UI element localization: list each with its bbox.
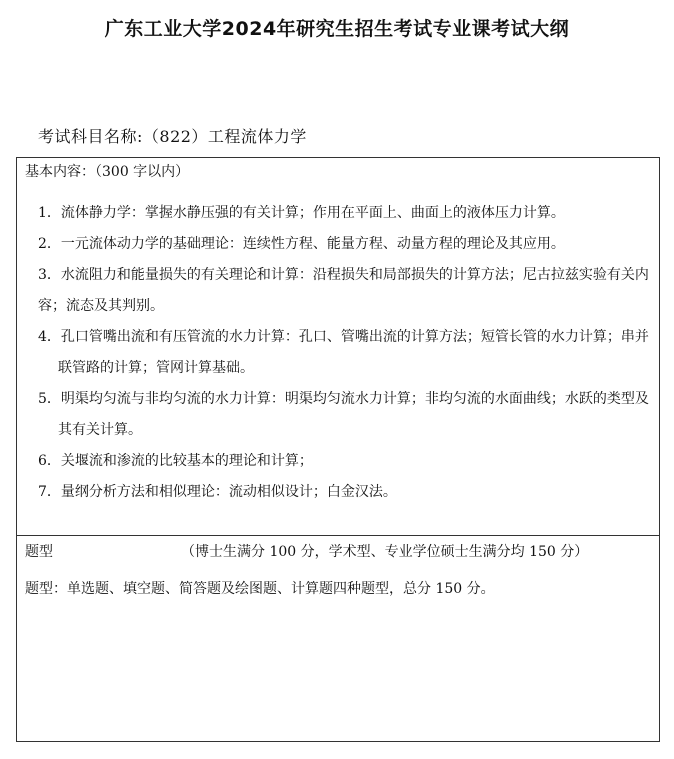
full-score-note: （博士生满分 100 分，学术型、专业学位硕士生满分均 150 分） bbox=[181, 544, 589, 560]
syllabus-item: 3．水流阻力和能量损失的有关理论和计算：沿程损失和局部损失的计算方法；尼古拉兹实验有关内容；流态及其判别。 bbox=[38, 267, 649, 314]
exam-subject-name: 考试科目名称:（822）工程流体力学 bbox=[38, 127, 307, 146]
syllabus-item: 1．流体静力学：掌握水静压强的有关计算；作用在平面上、曲面上的液体压力计算。 bbox=[38, 205, 565, 221]
exam-type-description: 题型：单选题、填空题、简答题及绘图题、计算题四种题型，总分 150 分。 bbox=[25, 581, 495, 597]
page-title: 广东工业大学2024年研究生招生考试专业课考试大纲 bbox=[104, 18, 570, 40]
basic-content-heading: 基本内容：（300 字以内） bbox=[25, 164, 190, 180]
syllabus-table bbox=[16, 157, 660, 742]
exam-type-header bbox=[25, 541, 645, 561]
exam-type-label: 题型 bbox=[25, 544, 53, 560]
syllabus-item: 4．孔口管嘴出流和有压管流的水力计算：孔口、管嘴出流的计算方法；短管长管的水力计算；串并联管路的计算；管网计算基础。 bbox=[38, 329, 649, 376]
syllabus-item: 7．量纲分析方法和相似理论：流动相似设计；白金汉法。 bbox=[38, 484, 397, 500]
section-divider bbox=[17, 535, 659, 536]
syllabus-list bbox=[38, 198, 656, 508]
syllabus-item: 6．关堰流和渗流的比较基本的理论和计算； bbox=[38, 453, 313, 469]
syllabus-item: 5．明渠均匀流与非均匀流的水力计算：明渠均匀流水力计算；非均匀流的水面曲线；水跃的类型及其有关计算。 bbox=[38, 391, 649, 438]
syllabus-item: 2．一元流体动力学的基础理论：连续性方程、能量方程、动量方程的理论及其应用。 bbox=[38, 236, 565, 252]
